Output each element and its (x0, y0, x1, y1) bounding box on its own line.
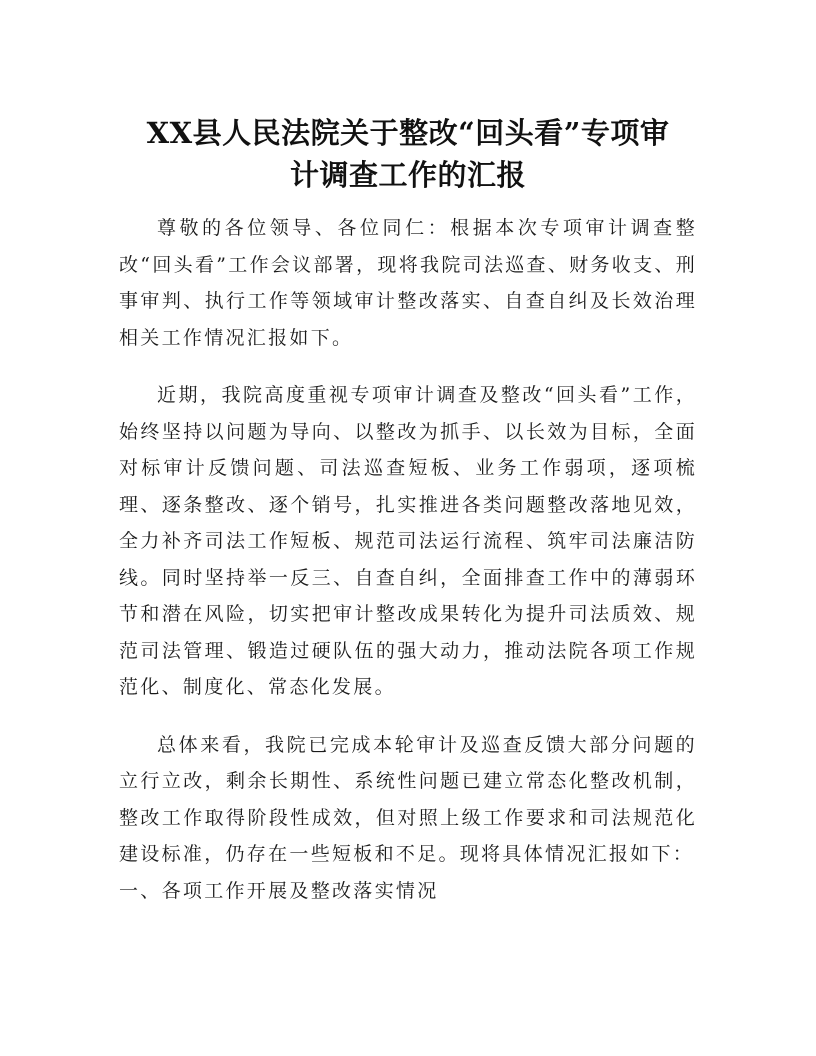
paragraph-greeting: 尊敬的各位领导、各位同仁：根据本次专项审计调查整改“回头看”工作会议部署，现将我院司法巡查、财务收支、刑事审判、执行工作等领域审计整改落实、自查自纠及长效治理相关工作情况汇报如下。 (119, 217, 697, 349)
title-line-2: 计调查工作的汇报 (289, 158, 526, 192)
paragraph-overview: 近期，我院高度重视专项审计调查及整改“回头看”工作，始终坚持以问题为导向、以整改为抓手、以长效为目标，全面对标审计反馈问题、司法巡查短板、业务工作弱项，逐项梳理、逐条整改、逐个销号，扎实推进各类问题整改落地见效，全力补齐司法工作短板、规范司法运行流程、筑牢司法廉洁防线。同时坚持举一反三、自查自纠，全面排查工作中的薄弱环节和潜在风险，切实把审计整改成果转化为提升司法质效、规范司法管理、锻造过硬队伍的强大动力，推动法院各项工作规范化、制度化、常态化发展。 (119, 384, 697, 698)
title-line-1: XX县人民法院关于整改“回头看”专项审 (146, 116, 670, 150)
document-title (110, 112, 706, 196)
paragraph-summary: 总体来看，我院已完成本轮审计及巡查反馈大部分问题的立行立改，剩余长期性、系统性问题已建立常态化整改机制，整改工作取得阶段性成效，但对照上级工作要求和司法规范化建设标准，仍存在一些短板和不足。现将具体情况汇报如下： (119, 733, 697, 865)
section-heading: 一、各项工作开展及整改落实情况 (119, 879, 439, 902)
document-body (119, 210, 697, 909)
